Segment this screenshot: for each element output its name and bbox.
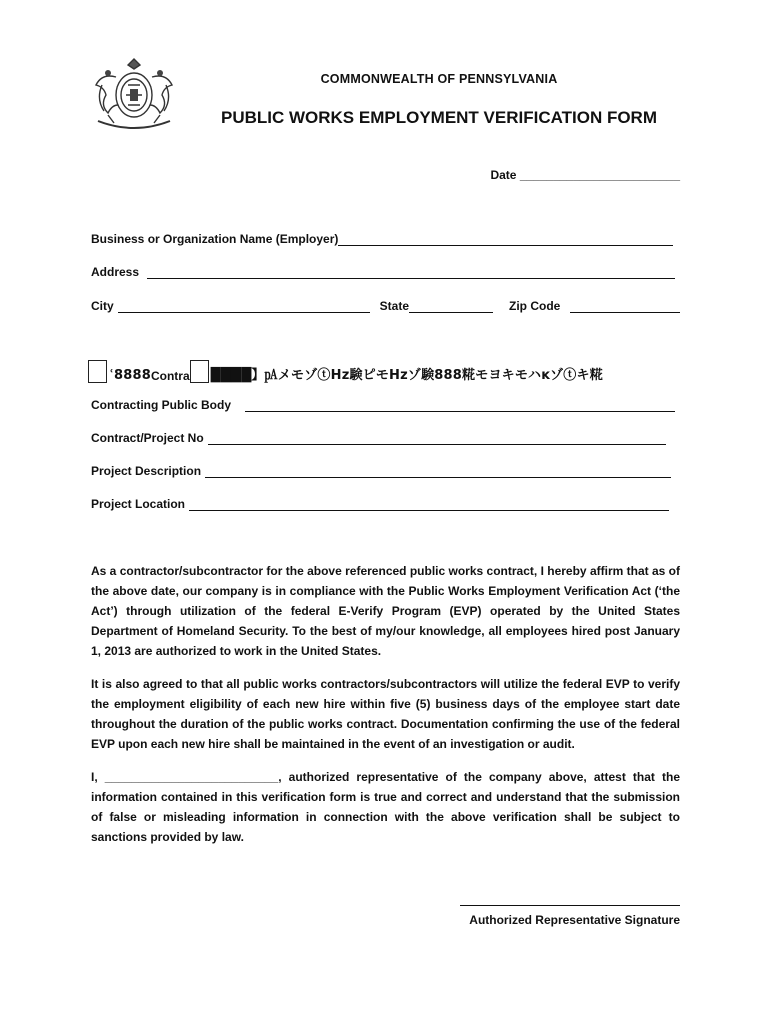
contract-no-line[interactable] — [208, 433, 666, 445]
garbled-prefix-text: ʿ8888 — [109, 368, 151, 383]
garbled-option-text: ████】㎀メモゾⓣHz験ピモHzゾ験888糀モヨキモハĸゾⓣキ糀 — [210, 368, 603, 383]
contractor-option-label: Contra — [150, 369, 190, 383]
signature-label: Authorized Representative Signature — [469, 913, 680, 927]
project-description-line[interactable] — [205, 466, 671, 478]
city-label: City — [91, 299, 114, 313]
date-label: Date — [490, 168, 517, 182]
address-label: Address — [91, 265, 140, 279]
project-location-line[interactable] — [189, 499, 669, 511]
form-title: PUBLIC WORKS EMPLOYMENT VERIFICATION FORM — [220, 108, 657, 127]
agreement-paragraph: It is also agreed to that all public works contractors/subcontractors will utilize the federal EVP to verify the employment eligibility of each new hire within five (5) business days of the employee start date throughout the duration of the public works contract. Documentation confirming the use of the federal EVP upon each new hire shall be maintained in the event of an investigation or audit. — [91, 677, 680, 751]
project-description-field[interactable] — [91, 464, 671, 478]
project-description-label: Project Description — [91, 464, 202, 478]
contract-type-row — [88, 357, 603, 383]
address-field[interactable] — [91, 265, 675, 279]
state-label: State — [379, 299, 410, 313]
date-line: ________________________ — [519, 168, 680, 182]
date-field[interactable] — [490, 168, 680, 182]
affirmation-paragraph: As a contractor/subcontractor for the above referenced public works contract, I hereby affirm that as of the above date, our company is in compliance with the Public Works Employment Verification Act (‘the Act’) through utilization of the federal E-Verify Program (EVP) operated by the United States Department of Homeland Security. To the best of my/our knowledge, all employees hired post January 1, 2013 are authorized to work in the United States. — [91, 564, 680, 658]
city-line[interactable] — [118, 301, 370, 313]
public-body-label: Contracting Public Body — [91, 398, 232, 412]
project-location-label: Project Location — [91, 497, 186, 511]
zip-label: Zip Code — [509, 299, 561, 313]
attestation-paragraph: I, __________________________, authorized representative of the company above, attest that the information contained in this verification form is true and correct and understand that the submission of false or misleading information in connection with the above verification shall be subject to sanctions provided by law. — [91, 770, 680, 844]
employer-name-label: Business or Organization Name (Employer) — [91, 232, 339, 246]
zip-line[interactable] — [570, 301, 680, 313]
project-location-field[interactable] — [91, 497, 669, 511]
contractor-checkbox[interactable] — [88, 360, 107, 383]
address-line[interactable] — [147, 267, 675, 279]
contract-no-label: Contract/Project No — [91, 431, 204, 445]
agency-name: COMMONWEALTH OF PENNSYLVANIA — [320, 72, 558, 86]
public-body-field[interactable] — [91, 398, 675, 412]
subcontractor-checkbox[interactable] — [190, 360, 209, 383]
employer-name-line[interactable] — [338, 234, 673, 246]
contract-no-field[interactable] — [91, 431, 666, 445]
state-line[interactable] — [409, 301, 493, 313]
city-row — [91, 299, 680, 313]
signature-line[interactable] — [460, 905, 680, 906]
public-body-line[interactable] — [245, 400, 675, 412]
employer-name-field[interactable] — [91, 232, 673, 246]
